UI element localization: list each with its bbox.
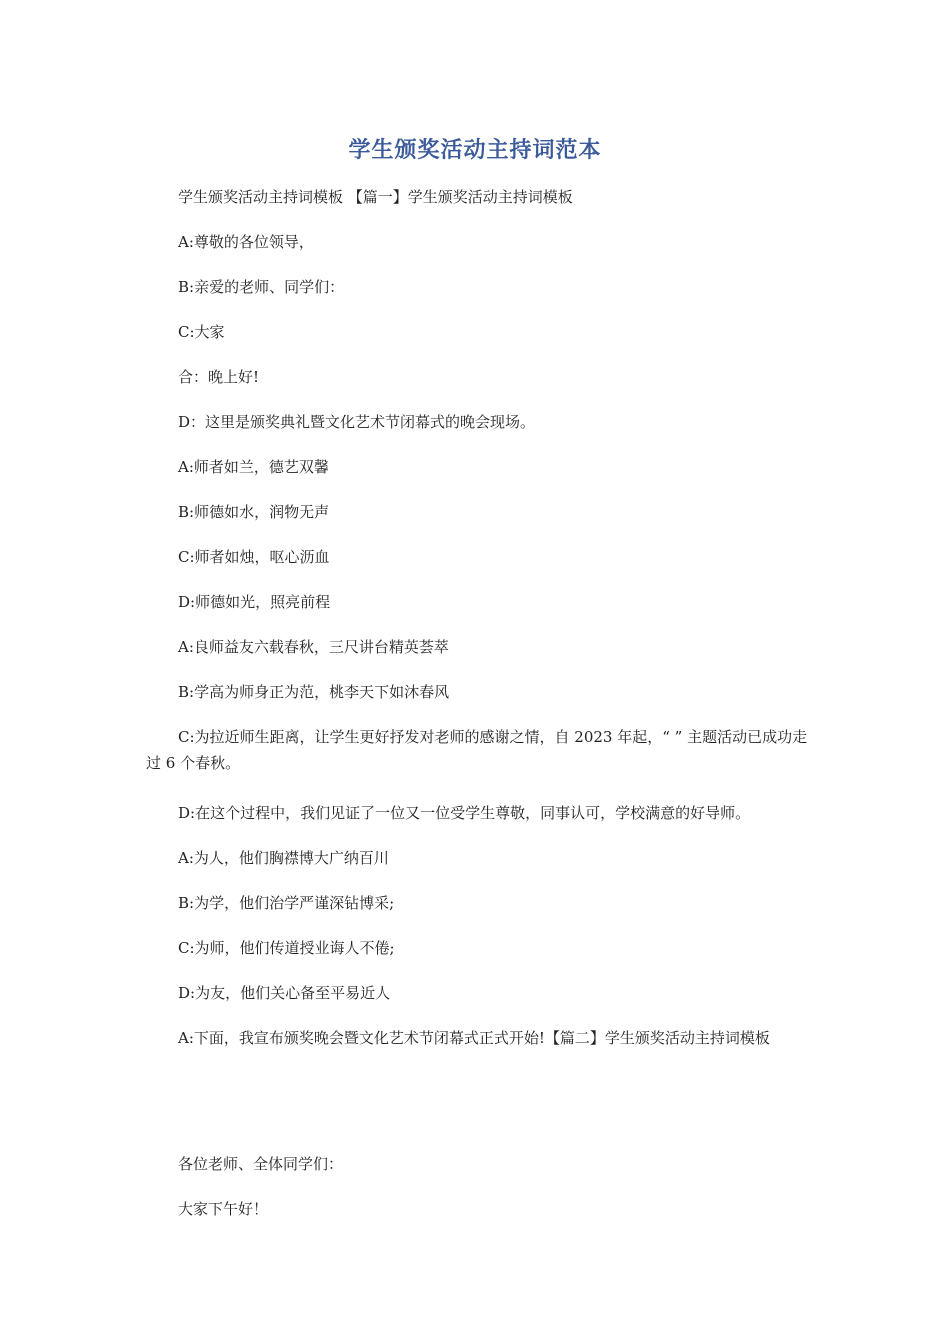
paragraph: 学生颁奖活动主持词模板 【篇一】学生颁奖活动主持词模板: [178, 188, 573, 206]
paragraph: A:为人，他们胸襟博大广纳百川: [178, 849, 389, 867]
paragraph: D:师德如光，照亮前程: [178, 593, 331, 611]
paragraph: C:为师，他们传道授业诲人不倦;: [178, 939, 395, 957]
paragraph: B:学高为师身正为范，桃李天下如沐春风: [178, 683, 450, 701]
paragraph: A:良师益友六载春秋，三尺讲台精英荟萃: [178, 638, 449, 656]
paragraph: D:为友，他们关心备至平易近人: [178, 984, 391, 1002]
paragraph: D:在这个过程中，我们见证了一位又一位受学生尊敬，同事认可，学校满意的好导师。: [178, 804, 751, 822]
paragraph: B:师德如水，润物无声: [178, 503, 330, 521]
paragraph: 大家下午好！: [178, 1200, 269, 1218]
paragraph: C:师者如烛，呕心沥血: [178, 548, 330, 566]
paragraph: D：这里是颁奖典礼暨文化艺术节闭幕式的晚会现场。: [178, 413, 536, 431]
paragraph: 合：晚上好!: [178, 368, 260, 386]
paragraph: B:亲爱的老师、同学们：: [178, 278, 345, 296]
paragraph: B:为学，他们治学严谨深钻博采;: [178, 894, 395, 912]
paragraph: C:大家: [178, 323, 225, 341]
paragraph: A:师者如兰，德艺双馨: [178, 458, 329, 476]
paragraph: A:尊敬的各位领导，: [178, 233, 314, 251]
paragraph: A:下面，我宣布颁奖晚会暨文化艺术节闭幕式正式开始!【篇二】学生颁奖活动主持词模板: [178, 1029, 770, 1047]
paragraph: 各位老师、全体同学们：: [178, 1155, 344, 1173]
paragraph: C:为拉近师生距离，让学生更好抒发对老师的感谢之情，自 2023 年起，“ ” 主题活动已成功走过 6 个春秋。: [146, 728, 808, 772]
document-title: 学生颁奖活动主持词范本: [348, 138, 602, 163]
